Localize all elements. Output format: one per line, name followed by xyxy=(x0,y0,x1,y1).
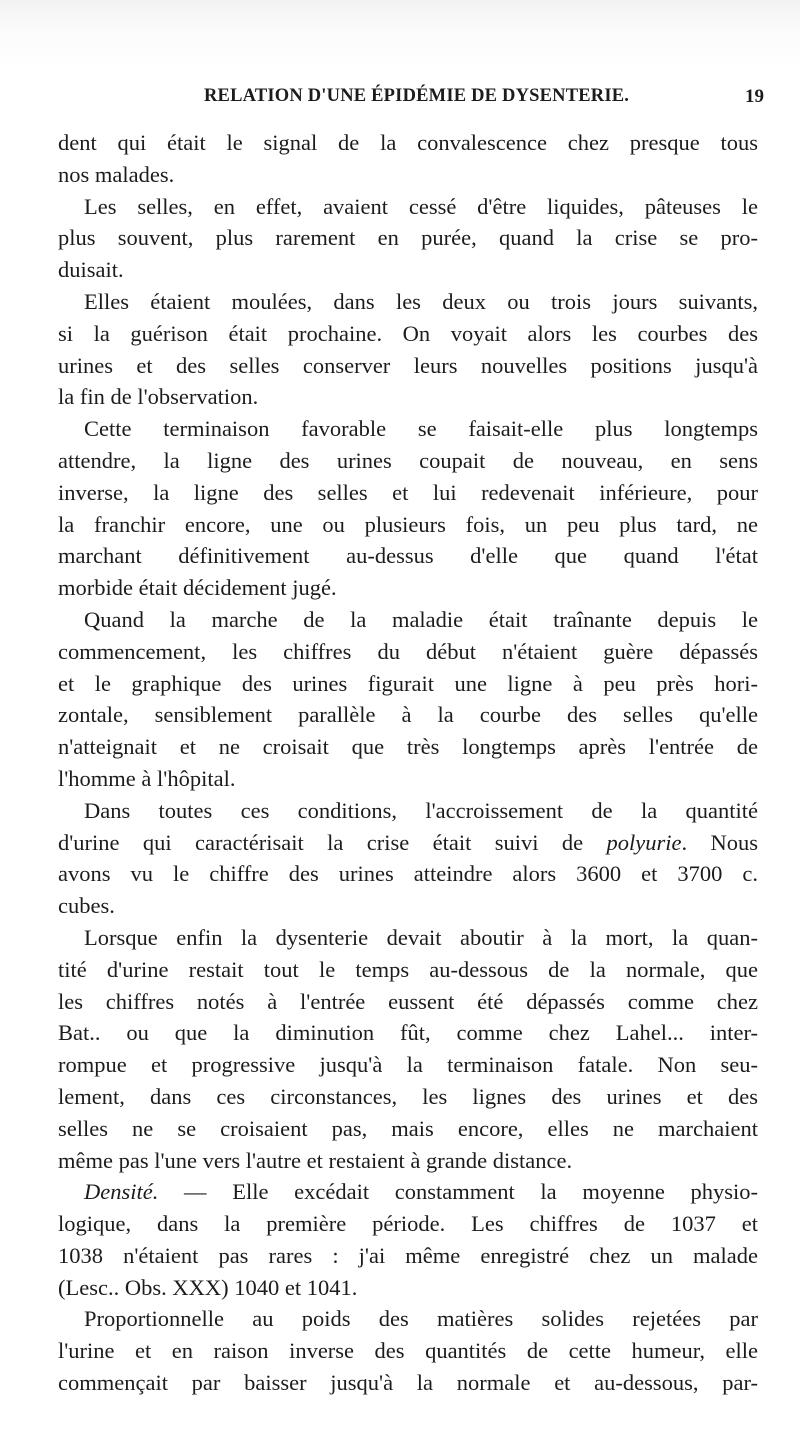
text-line: (Lesc.. Obs. XXX) 1040 et 1041. xyxy=(58,1274,358,1300)
text-line: duisait. xyxy=(58,257,124,283)
text-segment: — Elle excédait constamment la moyenne physio- xyxy=(158,1179,758,1205)
text-line: commençait par baisser jusqu'à la normale et au-dessous, par- xyxy=(58,1370,758,1396)
text-line: Proportionnelle au poids des matières solides rejetées par xyxy=(84,1306,758,1332)
text-line: plus souvent, plus rarement en purée, quand la crise se pro- xyxy=(58,225,758,251)
body-text xyxy=(58,127,758,1399)
text-line: avons vu le chiffre des urines atteindre alors 3600 et 3700 c. xyxy=(58,861,758,887)
text-line: Bat.. ou que la diminution fût, comme chez Lahel... inter- xyxy=(58,1020,758,1046)
text-line xyxy=(58,827,758,859)
text-line: 1038 n'étaient pas rares : j'ai même enregistré chez un malade xyxy=(58,1242,758,1268)
running-header xyxy=(58,86,764,122)
text-line: selles ne se croisaient pas, mais encore, elles ne marchaient xyxy=(58,1115,758,1141)
text-line: marchant définitivement au-dessus d'elle que quand l'état xyxy=(58,543,758,569)
scan-shadow xyxy=(0,0,800,70)
text-line: Dans toutes ces conditions, l'accroissement de la quantité xyxy=(84,797,758,823)
text-line: cubes. xyxy=(58,893,115,919)
text-line: l'urine et en raison inverse des quantités de cette humeur, elle xyxy=(58,1338,758,1364)
text-line: rompue et progressive jusqu'à la terminaison fatale. Non seu- xyxy=(58,1052,758,1078)
text-line: les chiffres notés à l'entrée eussent été dépassés comme chez xyxy=(58,988,758,1014)
text-line: nos malades. xyxy=(58,161,175,187)
text-line: l'homme à l'hôpital. xyxy=(58,765,236,791)
book-page xyxy=(58,86,764,1399)
text-line: la fin de l'observation. xyxy=(58,384,259,410)
text-line: Les selles, en effet, avaient cessé d'être liquides, pâteuses le xyxy=(84,193,758,219)
text-line xyxy=(58,1176,758,1208)
text-line: tité d'urine restait tout le temps au-dessous de la normale, que xyxy=(58,956,758,982)
text-line: si la guérison était prochaine. On voyait alors les courbes des xyxy=(58,320,758,346)
text-line: même pas l'une vers l'autre et restaient à grande distance. xyxy=(58,1147,573,1173)
text-line: commencement, les chiffres du début n'étaient guère dépassés xyxy=(58,638,758,664)
text-line: Cette terminaison favorable se faisait-elle plus longtemps xyxy=(84,416,758,442)
text-segment: d'urine qui caractérisait la crise était suivi de xyxy=(58,829,584,855)
text-line: Lorsque enfin la dysenterie devait aboutir à la mort, la quan- xyxy=(84,924,758,950)
text-line: lement, dans ces circonstances, les lignes des urines et des xyxy=(58,1083,758,1109)
page-number: 19 xyxy=(745,86,764,107)
text-segment: . Nous xyxy=(681,829,759,855)
text-line: et le graphique des urines figurait une ligne à peu près hori- xyxy=(58,670,758,696)
section-heading: Densité. xyxy=(84,1179,159,1205)
text-line: inverse, la ligne des selles et lui redevenait inférieure, pour xyxy=(58,479,758,505)
text-line: morbide était décidement jugé. xyxy=(58,575,337,601)
text-line: Quand la marche de la maladie était traînante depuis le xyxy=(84,606,758,632)
text-line: attendre, la ligne des urines coupait de nouveau, en sens xyxy=(58,447,758,473)
text-line: la franchir encore, une ou plusieurs fois, un peu plus tard, ne xyxy=(58,511,758,537)
italic-term: polyurie xyxy=(606,829,682,855)
text-line: Elles étaient moulées, dans les deux ou trois jours suivants, xyxy=(84,288,758,314)
running-title: RELATION D'UNE ÉPIDÉMIE DE DYSENTERIE. xyxy=(204,86,630,106)
text-line: urines et des selles conserver leurs nouvelles positions jusqu'à xyxy=(58,352,758,378)
text-line: dent qui était le signal de la convalescence chez presque tous xyxy=(58,130,758,155)
text-line: zontale, sensiblement parallèle à la courbe des selles qu'elle xyxy=(58,702,758,728)
text-line: logique, dans la première période. Les chiffres de 1037 et xyxy=(58,1211,758,1237)
text-line: n'atteignait et ne croisait que très longtemps après l'entrée de xyxy=(58,734,758,760)
